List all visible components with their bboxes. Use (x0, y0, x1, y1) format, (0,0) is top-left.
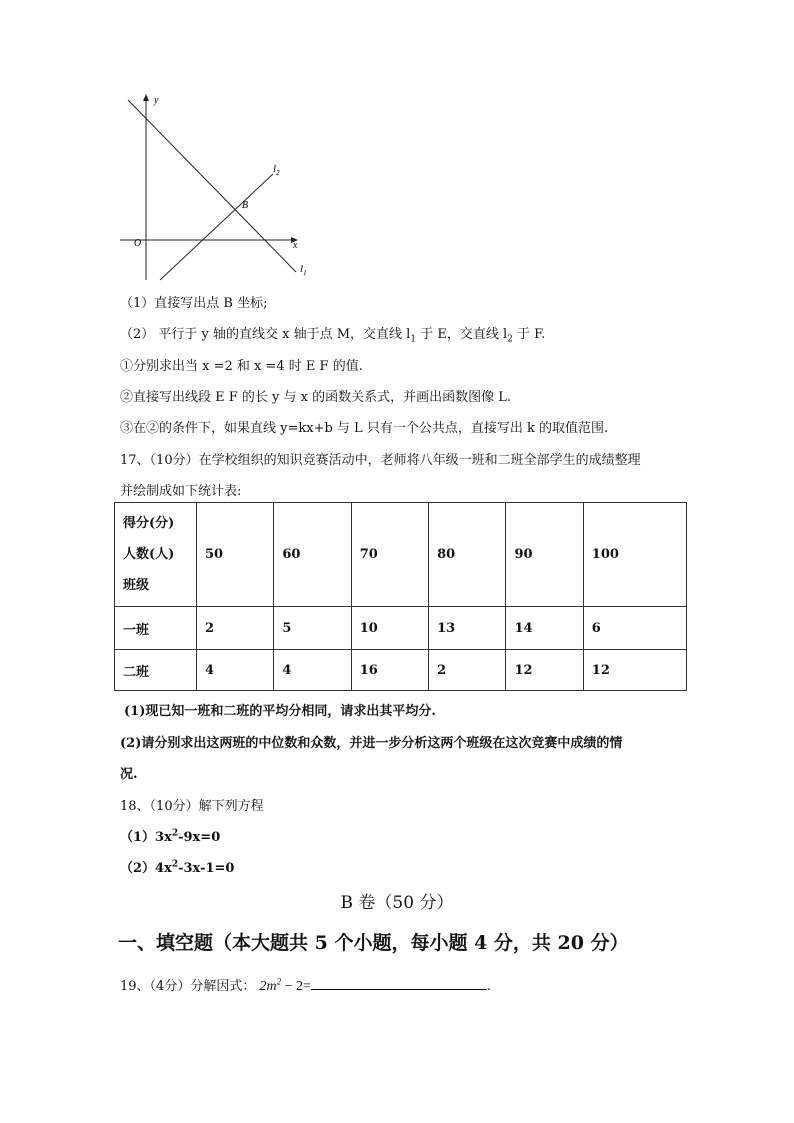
q19-question: 19、（4分）分解因式： $2m^2 - 2=$ . (120, 976, 492, 994)
table-cell: 16 (351, 650, 428, 691)
q17-sub2-line2: 况. (120, 767, 138, 782)
q19-expression: $2m^2 - 2=$ (259, 976, 311, 994)
table-cell: 12 (506, 650, 583, 691)
table-cell: 5 (274, 607, 351, 650)
score-header-cell: 80 (429, 503, 506, 607)
q17-sub2-line1: (2)请分别求出这两班的中位数和众数，并进一步分析这两个班级在这次竞赛中成绩的情 (120, 736, 623, 751)
l1-label: $l_1$ (300, 263, 307, 277)
q16-part1: （1）直接写出点 B 坐标; (120, 296, 268, 311)
section-heading: 一、填空题（本大题共 5 个小题，每小题 4 分，共 20 分） (118, 932, 629, 954)
line-l1 (128, 100, 296, 272)
point-b-label: B (242, 200, 249, 211)
table-cell: 13 (429, 607, 506, 650)
coordinate-graph (110, 90, 310, 285)
part-b-title: B 卷（50 分） (340, 893, 454, 913)
table-cell: 4 (274, 650, 351, 691)
table-cell: 2 (429, 650, 506, 691)
table-cell: 10 (351, 607, 428, 650)
score-header-cell: 50 (197, 503, 274, 607)
score-header-cell: 90 (506, 503, 583, 607)
l2-label: $l_2$ (273, 163, 280, 177)
q17-stem-line2: 并绘制成如下统计表: (120, 484, 242, 499)
table-cell: 2 (197, 607, 274, 650)
header-corner-cell: 得分(分) 人数(人) 班级 (115, 503, 197, 607)
q17-stem-line1: 17、（10分）在学校组织的知识竞赛活动中，老师将八年级一班和二班全部学生的成绩整理 (120, 453, 641, 468)
table-row (115, 650, 687, 691)
class-name-cell: 二班 (115, 650, 197, 691)
score-header-cell: 60 (274, 503, 351, 607)
origin-label: O (134, 238, 142, 249)
answer-blank[interactable] (311, 977, 487, 990)
x-axis-label: x (293, 240, 298, 251)
table-cell: 14 (506, 607, 583, 650)
y-axis-arrow (143, 94, 149, 101)
q18-equation-2: $(2)4x^2-3x-1=0$ (120, 859, 235, 876)
q16-item3: ③在②的条件下，如果直线 y=kx+b 与 L 只有一个公共点，直接写出 k 的取值范围. (120, 421, 609, 436)
q18-stem: 18、（10分）解下列方程 (120, 799, 264, 814)
y-axis-label: y (154, 95, 159, 106)
q16-part2: （2） 平行于 y 轴的直线交 x 轴于点 M，交直线 $l_1$ 于 E，交直线 $l_2$ 于 F. (120, 327, 546, 345)
q18-equation-1: $(1)3x^2-9x=0$ (120, 828, 221, 845)
table-cell: 6 (583, 607, 686, 650)
q17-sub1: (1)现已知一班和二班的平均分相同，请求出其平均分. (124, 704, 436, 719)
table-cell: 4 (197, 650, 274, 691)
q16-item1: ①分别求出当 x =2 和 x =4 时 E F 的值. (120, 359, 363, 374)
score-header-cell: 100 (583, 503, 686, 607)
score-header-cell: 70 (351, 503, 428, 607)
table-header-row (115, 503, 687, 607)
table-row (115, 607, 687, 650)
class-name-cell: 一班 (115, 607, 197, 650)
table-cell: 12 (583, 650, 686, 691)
score-table (114, 502, 687, 691)
q16-item2: ②直接写出线段 E F 的长 y 与 x 的函数关系式，并画出函数图像 L. (120, 390, 512, 405)
